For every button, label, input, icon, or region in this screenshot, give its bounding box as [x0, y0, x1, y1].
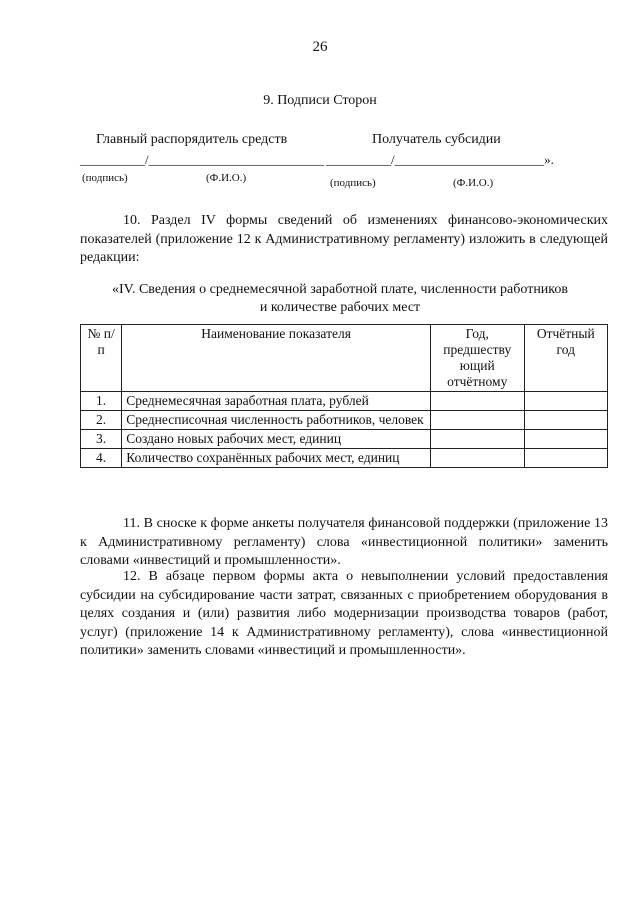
paragraph-10: 10. Раздел IV формы сведений об изменениях финансово-экономических показателей (приложение 12 к Административному регламенту) изложить в следующей редакции:: [80, 213, 608, 266]
right-name-caption: (Ф.И.О.): [453, 177, 494, 189]
page-number: 26: [312, 39, 328, 55]
row-indicator-name: Среднесписочная численность работников, человек: [122, 411, 431, 430]
row-previous-year-value: [430, 392, 524, 411]
paragraph-12: 12. В абзаце первом формы акта о невыполнении условий предоставления субсидии на субсидирование части затрат, связанных с приобретением оборудования в целях создания и (или) развития либо модернизации производства товаров (работ, услуг) (приложение 14 к Административному регламенту), слова «инвестиционной политики» заменить словами «инвестиций и промышленности».: [80, 569, 608, 659]
table-heading-line-1: «IV. Сведения о среднемесячной заработной плате, численности работников: [111, 282, 569, 297]
header-reporting-year: Отчётный год: [524, 325, 607, 392]
section-title: 9. Подписи Сторон: [263, 93, 377, 108]
paragraph-11: 11. В сноске к форме анкеты получателя финансовой поддержки (приложение 13 к Административному регламенту) слова «инвестиционной политики» заменить словами «инвестиций и промышленности».: [80, 516, 608, 569]
row-number: 2.: [81, 411, 122, 430]
indicators-table: [80, 324, 608, 468]
table-row: [81, 411, 608, 430]
row-reporting-year-value: [524, 449, 607, 468]
row-indicator-name: Количество сохранённых рабочих мест, единиц: [122, 449, 431, 468]
right-signature-caption: (подпись): [330, 177, 376, 189]
right-signature-line: __________/_______________________».: [326, 152, 554, 167]
header-number: № п/п: [81, 325, 122, 392]
row-previous-year-value: [430, 430, 524, 449]
row-number: 3.: [81, 430, 122, 449]
header-previous-year: Год, предшеству ющий отчётному: [430, 325, 524, 392]
table-header-row: [81, 325, 608, 392]
row-number: 1.: [81, 392, 122, 411]
table-row: [81, 392, 608, 411]
right-signatory-header: Получатель субсидии: [372, 132, 501, 147]
left-signature-caption: (подпись): [82, 172, 128, 184]
left-name-caption: (Ф.И.О.): [206, 172, 247, 184]
row-reporting-year-value: [524, 411, 607, 430]
row-reporting-year-value: [524, 430, 607, 449]
table-heading: [60, 281, 620, 317]
table-row: [81, 430, 608, 449]
left-signatory-header: Главный распорядитель средств: [96, 132, 288, 147]
row-indicator-name: Среднемесячная заработная плата, рублей: [122, 392, 431, 411]
row-number: 4.: [81, 449, 122, 468]
row-previous-year-value: [430, 411, 524, 430]
row-previous-year-value: [430, 449, 524, 468]
row-reporting-year-value: [524, 392, 607, 411]
row-indicator-name: Создано новых рабочих мест, единиц: [122, 430, 431, 449]
table-heading-line-2: и количестве рабочих мест: [259, 300, 421, 315]
table-row: [81, 449, 608, 468]
header-indicator-name: Наименование показателя: [122, 325, 431, 392]
left-signature-line: __________/___________________________: [80, 152, 325, 167]
